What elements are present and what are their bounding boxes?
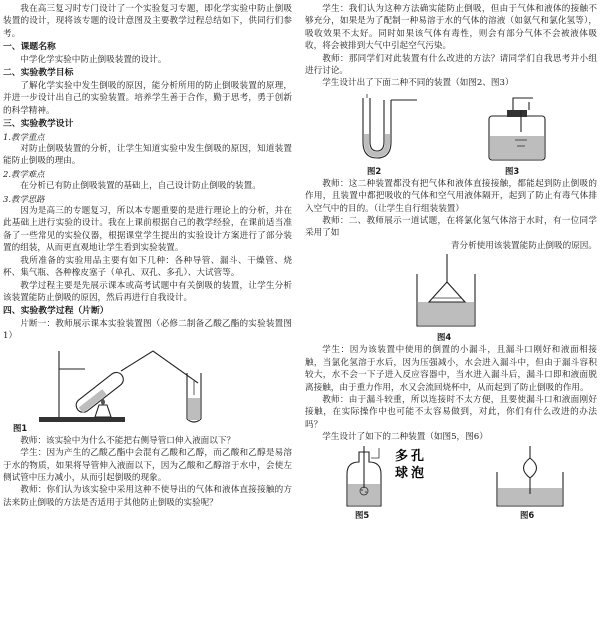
left-column (3, 3, 292, 509)
fragment-1-student-answer: 学生：因为产生的乙酸乙酯中会混有乙酸和乙醇，而乙酸和乙醇是易溶于水的物质，如果将导管伸入液面以下，因为乙酸和乙醇溶于水中，会使左侧试管中压力减小，从而引起倒吸的现象。 (3, 448, 292, 483)
figure-5-label-char-4: 泡 (411, 465, 425, 481)
focus-paragraph: 对防止倒吸装置的分析，让学生知道实验中发生倒吸的原因，知道装置能防止倒吸的理由。 (3, 144, 292, 167)
figure-5-label-char-3: 球 (395, 465, 409, 481)
teacher-improvement-question: 教师：由于漏斗较重，所以连接时不太方便，且要使漏斗口和液面刚好接触，在实际操作中也可能不太容易做到，对此，你们有什么改进的办法吗？ (305, 394, 597, 430)
figure-2-3-row (305, 90, 597, 178)
difficulty-paragraph: 在分析已有防止倒吸装置的基础上，自己设计防止倒吸的装置。 (20, 181, 261, 192)
figure-5-6-row (305, 444, 597, 524)
figure-3-caption: 图3 (505, 165, 520, 176)
figure-6-caption: 图6 (520, 509, 535, 520)
approach-paragraph-2: 我所准备的实验用品主要有如下几种：各种导管、漏斗、干燥管、烧杯、集气瓶、各种橡皮塞子（单孔、双孔、多孔）、大试管等。 (3, 255, 292, 279)
teacher-analysis-paragraph: 教师：这二种装置都没有把气体和液体直接接触，都能起到防止倒吸的作用，且装置中都把吸收的气体和空气用液体隔开，起到了防止有毒气体排入空气中的目的。（让学生自行组装装置） (305, 178, 597, 214)
subheading-focus: 1.教学重点 (3, 131, 45, 142)
figure-2-apparatus (325, 92, 465, 166)
approach-paragraph-3: 教学过程主要是先展示课本或高考试题中有关倒吸的装置，让学生分析该装置能防止倒吸的原因，然后再进行自我设计。 (3, 280, 292, 303)
figure-3-apparatus (455, 92, 595, 166)
intro-paragraph: 我在高三复习时专门设计了一个实验复习专题，即化学实验中防止倒吸装置的设计，现将该专题的设计意图及主要教学过程总结如下，供同行们参考。 (3, 4, 292, 39)
student-new-designs-intro: 学生设计了如下的二种装置（如图5，图6） (322, 432, 488, 443)
approach-paragraph-1: 因为是高三的专题复习，所以本专题重要的是进行理论上的分析，并在此基础上进行实验的设计。我在上课前根据自己的教学经验，在课前适当准备了一些常见的实验仪器，根据课堂学生提出的实验设计方案进行了部分装置的组装，从而更直观地让学生看到实验装置。 (3, 206, 292, 254)
right-column (305, 3, 597, 524)
student-design-intro: 学生设计出了下面二种不同的装置（如图2、图3） (322, 78, 514, 89)
figure-5-caption: 图5 (355, 509, 370, 520)
figure-1 (3, 343, 292, 435)
section-heading-2: 二、实验教学目标 (3, 68, 74, 79)
section-heading-4: 四、实验教学过程（片断） (3, 306, 109, 317)
figure-5-apparatus (315, 444, 445, 510)
fragment-1-teacher-question: 教师：该实验中为什么不能把右侧导管口伸入液面以下？ (20, 435, 236, 446)
figure-4-apparatus (305, 252, 597, 332)
goal-paragraph: 了解化学实验中发生倒吸的原因，能分析所用的防止倒吸装置的原理，并进一步设计出自己的实验装置。培养学生善于合作，勤于思考，勇于创新的科学精神。 (3, 80, 292, 116)
student-funnel-explanation: 学生：因为该装置中使用的倒置的小漏斗，且漏斗口刚好和液面相接触，当氯化氢溶于水后，因为压强减小，水会进入漏斗中，但由于漏斗容积较大，水不会一下子进入反应容器中，当水进入漏斗后，漏斗口即和液面脱离接触，由于重力作用，水又会流回烧杯中，从而起到了防止倒吸的作用。 (305, 345, 597, 393)
figure-5-label-char-1: 多 (395, 448, 409, 464)
student-reply-paragraph: 学生：我们认为这种方法确实能防止倒吸，但由于气体和液体的接触不够充分，如果是为了配制一种易溶于水的气体的溶液（如氨气和氯化氢等），吸收效果不太好。同时如果该气体有毒性，则会有部分气体不会被液体吸收，将会被排到大气中引起空气污染。 (305, 4, 597, 52)
figure-2-caption: 图2 (367, 165, 382, 176)
fragment-1-paragraph: 片断一：教师展示课本实验装置图（必修二制备乙酸乙酯的实验装置图1） (3, 318, 292, 342)
subheading-difficulty: 2.教学难点 (3, 168, 45, 179)
section-heading-1: 一、课题名称 (3, 42, 56, 53)
topic-title: 中学化学实验中防止倒吸装置的设计。 (20, 54, 167, 65)
fragment-1-teacher-followup: 教师：你们认为该实验中采用这种不使导出的气体和液体直接接触的方法来防止倒吸的方法是否适用于其他防止倒吸的实验呢？ (3, 485, 292, 508)
teacher-prompt-paragraph: 教师：那同学们对此装置有什么改进的方法？请同学们自我思考并小组进行讨论。 (305, 53, 597, 77)
figure-1-apparatus (3, 343, 292, 425)
section-heading-3: 三、实验教学设计 (3, 119, 74, 130)
figure-4 (305, 252, 597, 344)
subheading-approach: 3.教学思路 (3, 193, 45, 204)
figure-6-apparatus (465, 444, 595, 510)
exam-question-line-1: 教师：二、教师展示一道试题，在将氯化氢气体溶于水时，有一位同学采用了如 (305, 216, 597, 239)
exam-question-line-2: 青分析使用该装置能防止倒吸的原因。 (450, 240, 597, 251)
figure-4-caption: 图4 (437, 332, 452, 343)
figure-5-label-char-2: 孔 (411, 448, 425, 464)
figure-1-caption: 图1 (13, 422, 28, 433)
